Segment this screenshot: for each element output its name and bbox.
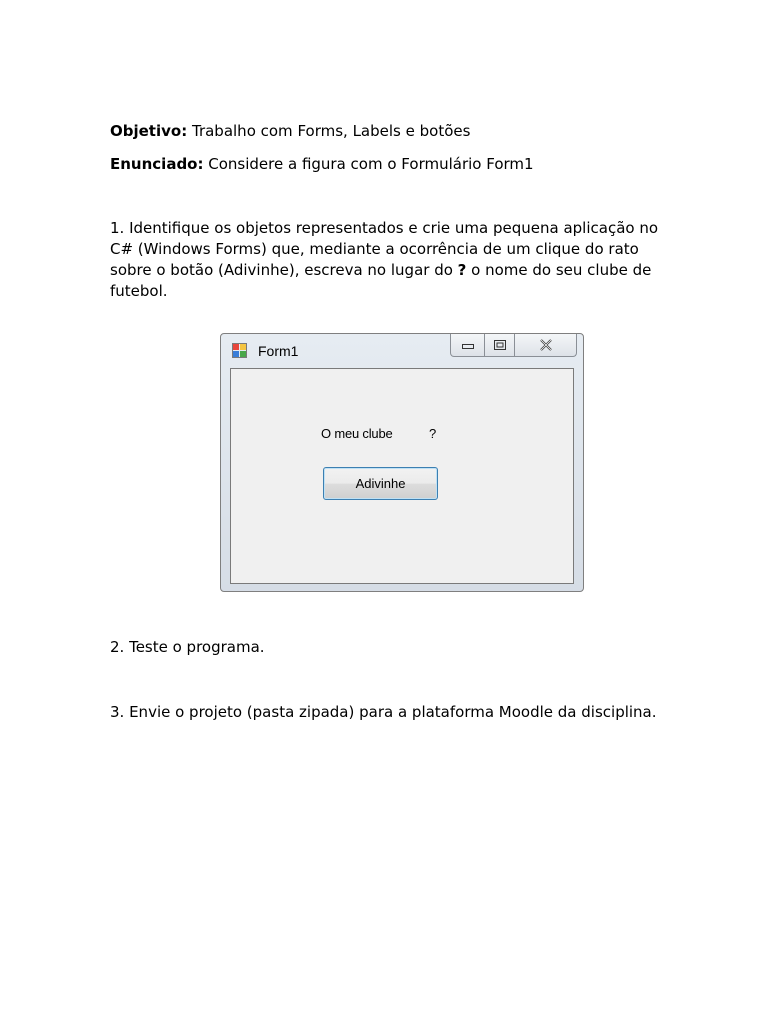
objective-label: Objetivo: <box>110 122 188 140</box>
statement-label: Enunciado: <box>110 155 204 173</box>
maximize-icon <box>493 339 507 351</box>
statement-text: Considere a figura com o Formulário Form1 <box>208 155 534 173</box>
close-icon <box>538 339 554 351</box>
maximize-button[interactable] <box>485 334 515 356</box>
step-1-question-mark: ? <box>457 261 467 279</box>
statement-line <box>110 154 534 175</box>
objective-text: Trabalho com Forms, Labels e botões <box>191 122 471 140</box>
step-3-text: 3. Envie o projeto (pasta zipada) para a plataforma Moodle da disciplina. <box>110 703 657 721</box>
step-1-text-end: o nome do seu clube de futebol. <box>110 261 652 300</box>
close-button[interactable] <box>515 334 576 356</box>
objective-line <box>110 121 470 142</box>
club-label: O meu clube <box>321 426 393 441</box>
form-client-area <box>230 368 574 584</box>
step-2-text: 2. Teste o programa. <box>110 638 265 656</box>
form-app-icon <box>232 343 248 359</box>
form1-window <box>220 333 584 592</box>
result-label: ? <box>429 426 437 441</box>
guess-button[interactable]: Adivinhe <box>323 467 438 500</box>
window-titlebar[interactable] <box>221 334 583 366</box>
window-controls <box>450 334 577 357</box>
step-1-text: 1. Identifique os objetos representados e crie uma pequena aplicação no C# (Windows Forms) que, mediante a ocorrência de um clique do rato sobre o botão (Adivinhe), escreva no lugar do <box>110 219 659 279</box>
minimize-icon <box>461 340 475 350</box>
step-1-paragraph <box>110 218 680 302</box>
window-title: Form1 <box>258 343 299 359</box>
minimize-button[interactable] <box>451 334 485 356</box>
